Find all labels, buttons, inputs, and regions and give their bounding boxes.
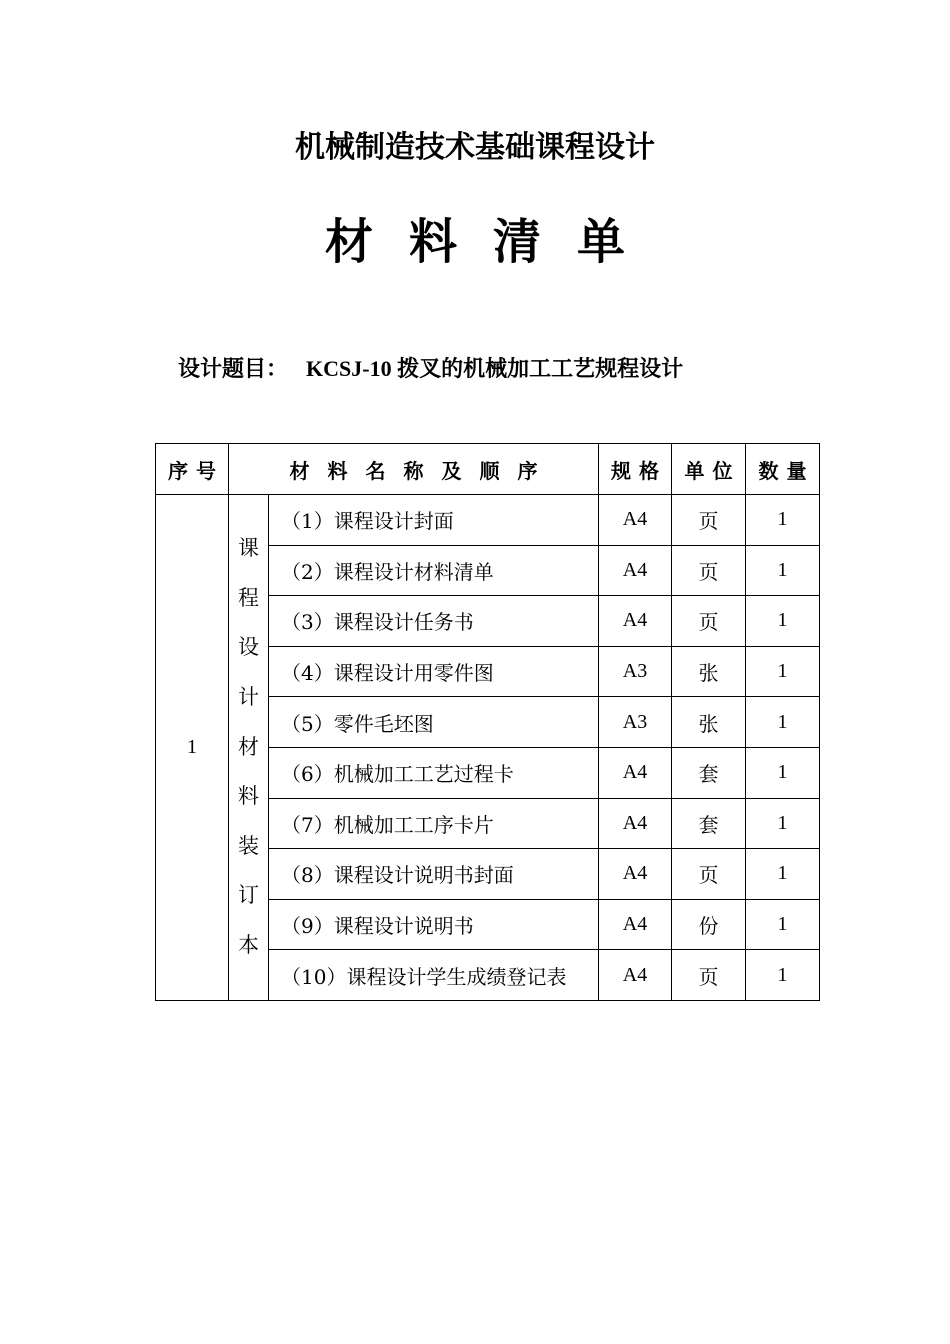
materials-table	[155, 443, 820, 1001]
document-title: 材料清单	[324, 214, 661, 270]
item-unit-cell: 套	[672, 798, 746, 849]
item-unit-cell: 页	[672, 596, 746, 647]
item-unit-cell: 份	[672, 899, 746, 950]
course-title: 机械制造技术基础课程设计	[295, 130, 655, 165]
item-unit-cell: 张	[672, 697, 746, 748]
item-spec-cell: A4	[599, 545, 672, 596]
item-unit-cell: 页	[672, 495, 746, 546]
item-quantity-cell: 1	[746, 798, 820, 849]
design-topic	[178, 352, 683, 387]
group-label: 课程设计材料装订本	[238, 536, 259, 958]
design-topic-value: KCSJ-10 拨叉的机械加工工艺规程设计	[306, 356, 684, 381]
item-spec-cell: A4	[599, 899, 672, 950]
item-quantity-cell: 1	[746, 697, 820, 748]
item-quantity-cell: 1	[746, 899, 820, 950]
item-unit-cell: 张	[672, 646, 746, 697]
table-body	[156, 495, 820, 1001]
item-name-cell: （2）课程设计材料清单	[269, 545, 599, 596]
item-name-cell: （7）机械加工工序卡片	[269, 798, 599, 849]
item-spec-cell: A3	[599, 697, 672, 748]
item-quantity-cell: 1	[746, 495, 820, 546]
item-unit-cell: 套	[672, 747, 746, 798]
item-spec-cell: A4	[599, 596, 672, 647]
table-header-row	[156, 444, 820, 495]
item-spec-cell: A4	[599, 950, 672, 1001]
item-name-cell: （4）课程设计用零件图	[269, 646, 599, 697]
item-spec-cell: A4	[599, 798, 672, 849]
design-topic-label: 设计题目：	[178, 357, 289, 382]
column-header-quantity: 数量	[746, 444, 820, 495]
item-name-cell: （3）课程设计任务书	[269, 596, 599, 647]
item-quantity-cell: 1	[746, 950, 820, 1001]
item-name-cell: （1）课程设计封面	[269, 495, 599, 546]
item-unit-cell: 页	[672, 545, 746, 596]
item-name-cell: （9）课程设计说明书	[269, 899, 599, 950]
item-spec-cell: A4	[599, 495, 672, 546]
item-spec-cell: A4	[599, 747, 672, 798]
item-quantity-cell: 1	[746, 545, 820, 596]
column-header-index: 序号	[156, 444, 229, 495]
item-quantity-cell: 1	[746, 747, 820, 798]
item-name-cell: （6）机械加工工艺过程卡	[269, 747, 599, 798]
group-label-cell	[229, 495, 269, 1001]
item-name-cell: （5）零件毛坯图	[269, 697, 599, 748]
table-row	[156, 495, 820, 546]
column-header-unit: 单位	[672, 444, 746, 495]
item-quantity-cell: 1	[746, 596, 820, 647]
item-quantity-cell: 1	[746, 849, 820, 900]
item-unit-cell: 页	[672, 950, 746, 1001]
row-number-cell: 1	[156, 495, 229, 1001]
item-unit-cell: 页	[672, 849, 746, 900]
item-quantity-cell: 1	[746, 646, 820, 697]
column-header-material-name: 材料名称及顺序	[229, 444, 599, 495]
item-spec-cell: A3	[599, 646, 672, 697]
item-name-cell: （8）课程设计说明书封面	[269, 849, 599, 900]
item-spec-cell: A4	[599, 849, 672, 900]
column-header-spec: 规格	[599, 444, 672, 495]
item-name-cell: （10）课程设计学生成绩登记表	[269, 950, 599, 1001]
